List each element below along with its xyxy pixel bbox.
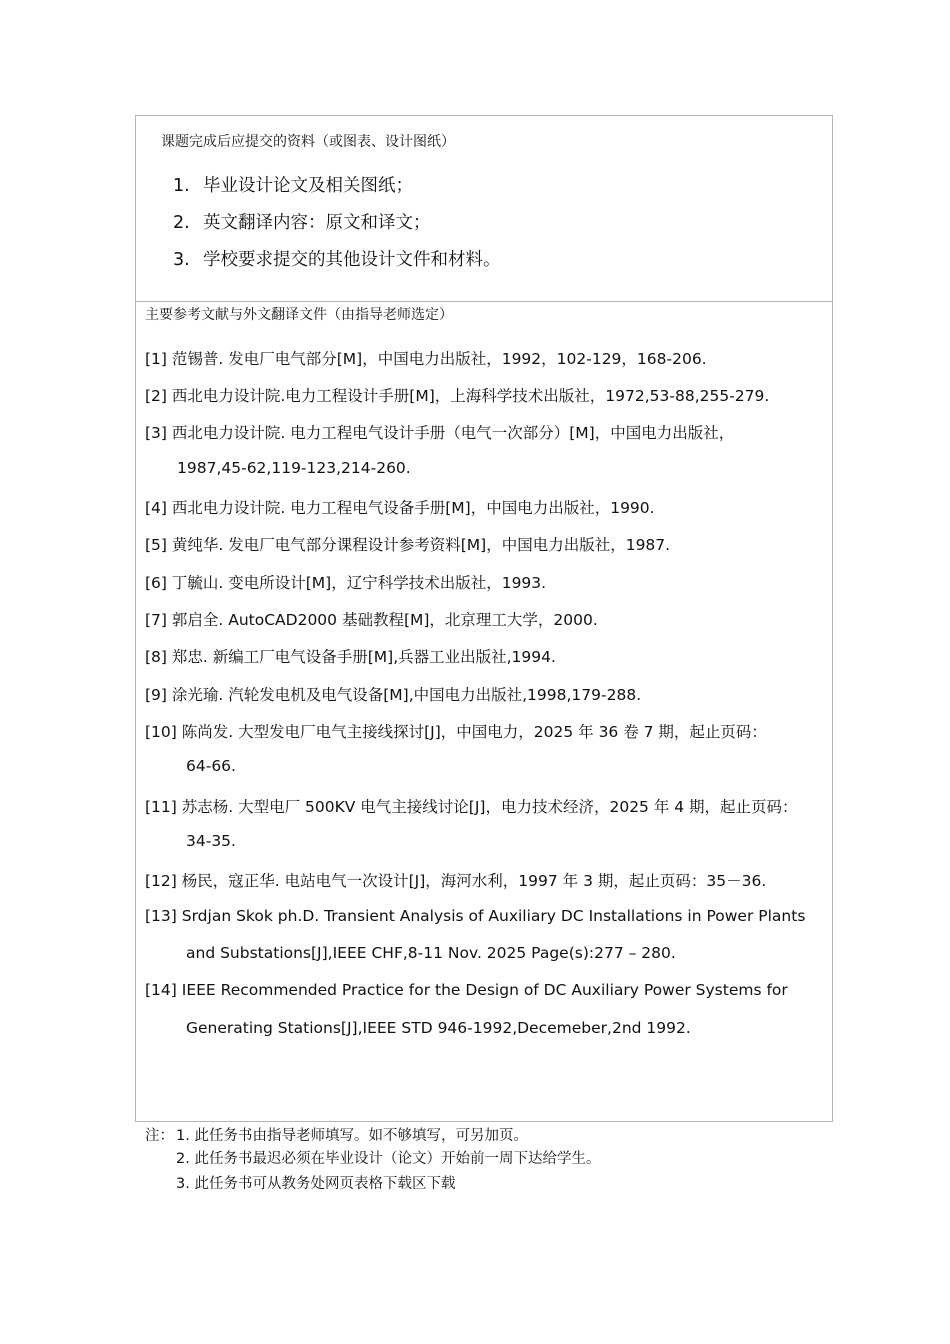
deliverable-item [173, 246, 501, 271]
reference-continuation: 34-35. [186, 832, 236, 850]
deliverable-item [173, 209, 431, 234]
reference-continuation: 1987,45-62,119-123,214-260. [177, 459, 411, 477]
deliverable-text: 学校要求提交的其他设计文件和材料。 [203, 250, 501, 270]
note-line: 3. 此任务书可从教务处网页表格下载区下载 [176, 1176, 456, 1192]
deliverable-text: 毕业设计论文及相关图纸； [203, 176, 413, 196]
deliverable-number: 3. [173, 250, 190, 270]
reference-item: [6] 丁毓山. 变电所设计[M]，辽宁科学技术出版社，1993. [145, 574, 547, 592]
reference-item: [3] 西北电力设计院. 电力工程电气设计手册（电气一次部分）[M]，中国电力出版社， [145, 424, 735, 442]
notes-prefix: 注： [145, 1128, 174, 1144]
reference-item: [5] 黄纯华. 发电厂电气部分课程设计参考资料[M]，中国电力出版社，1987. [145, 536, 671, 554]
reference-item: [12] 杨民，寇正华. 电站电气一次设计[J]，海河水利，1997 年 3 期，起止页码：35－36. [145, 872, 767, 890]
reference-item: [4] 西北电力设计院. 电力工程电气设备手册[M]，中国电力出版社，1990. [145, 499, 655, 517]
reference-item: [10] 陈尚发. 大型发电厂电气主接线探讨[J]，中国电力，2025 年 36 卷 7 期，起止页码： [145, 723, 767, 741]
note-line: 1. 此任务书由指导老师填写。如不够填写，可另加页。 [176, 1128, 528, 1144]
note-line: 2. 此任务书最迟必须在毕业设计（论文）开始前一周下达给学生。 [176, 1151, 601, 1167]
references-section [135, 301, 833, 1122]
reference-continuation: and Substations[J],IEEE CHF,8-11 Nov. 2025 Page(s):277 – 280. [186, 944, 676, 962]
reference-continuation: Generating Stations[J],IEEE STD 946-1992,Decemeber,2nd 1992. [186, 1019, 691, 1037]
deliverables-heading: 课题完成后应提交的资料（或图表、设计图纸） [161, 134, 455, 150]
deliverables-section [135, 115, 833, 302]
reference-item: [8] 郑忠. 新编工厂电气设备手册[M],兵器工业出版社,1994. [145, 648, 556, 666]
references-heading: 主要参考文献与外文翻译文件（由指导老师选定） [145, 307, 453, 323]
reference-item: [14] IEEE Recommended Practice for the Design of DC Auxiliary Power Systems for [145, 981, 788, 999]
reference-item: [11] 苏志杨. 大型电厂 500KV 电气主接线讨论[J]，电力技术经济，2025 年 4 期，起止页码： [145, 798, 798, 816]
reference-continuation: 64-66. [186, 757, 236, 775]
deliverable-number: 2. [173, 213, 190, 233]
deliverable-item [173, 172, 413, 197]
reference-item: [9] 涂光瑜. 汽轮发电机及电气设备[M],中国电力出版社,1998,179-288. [145, 686, 642, 704]
reference-item: [7] 郭启全. AutoCAD2000 基础教程[M]，北京理工大学，2000. [145, 611, 598, 629]
deliverable-number: 1. [173, 176, 190, 196]
reference-item: [2] 西北电力设计院.电力工程设计手册[M]，上海科学技术出版社，1972,53-88,255-279. [145, 387, 770, 405]
reference-item: [13] Srdjan Skok ph.D. Transient Analysis of Auxiliary DC Installations in Power Plants [145, 907, 806, 925]
deliverable-text: 英文翻译内容：原文和译文； [203, 213, 431, 233]
reference-item: [1] 范锡普. 发电厂电气部分[M]，中国电力出版社，1992，102-129，168-206. [145, 350, 707, 368]
